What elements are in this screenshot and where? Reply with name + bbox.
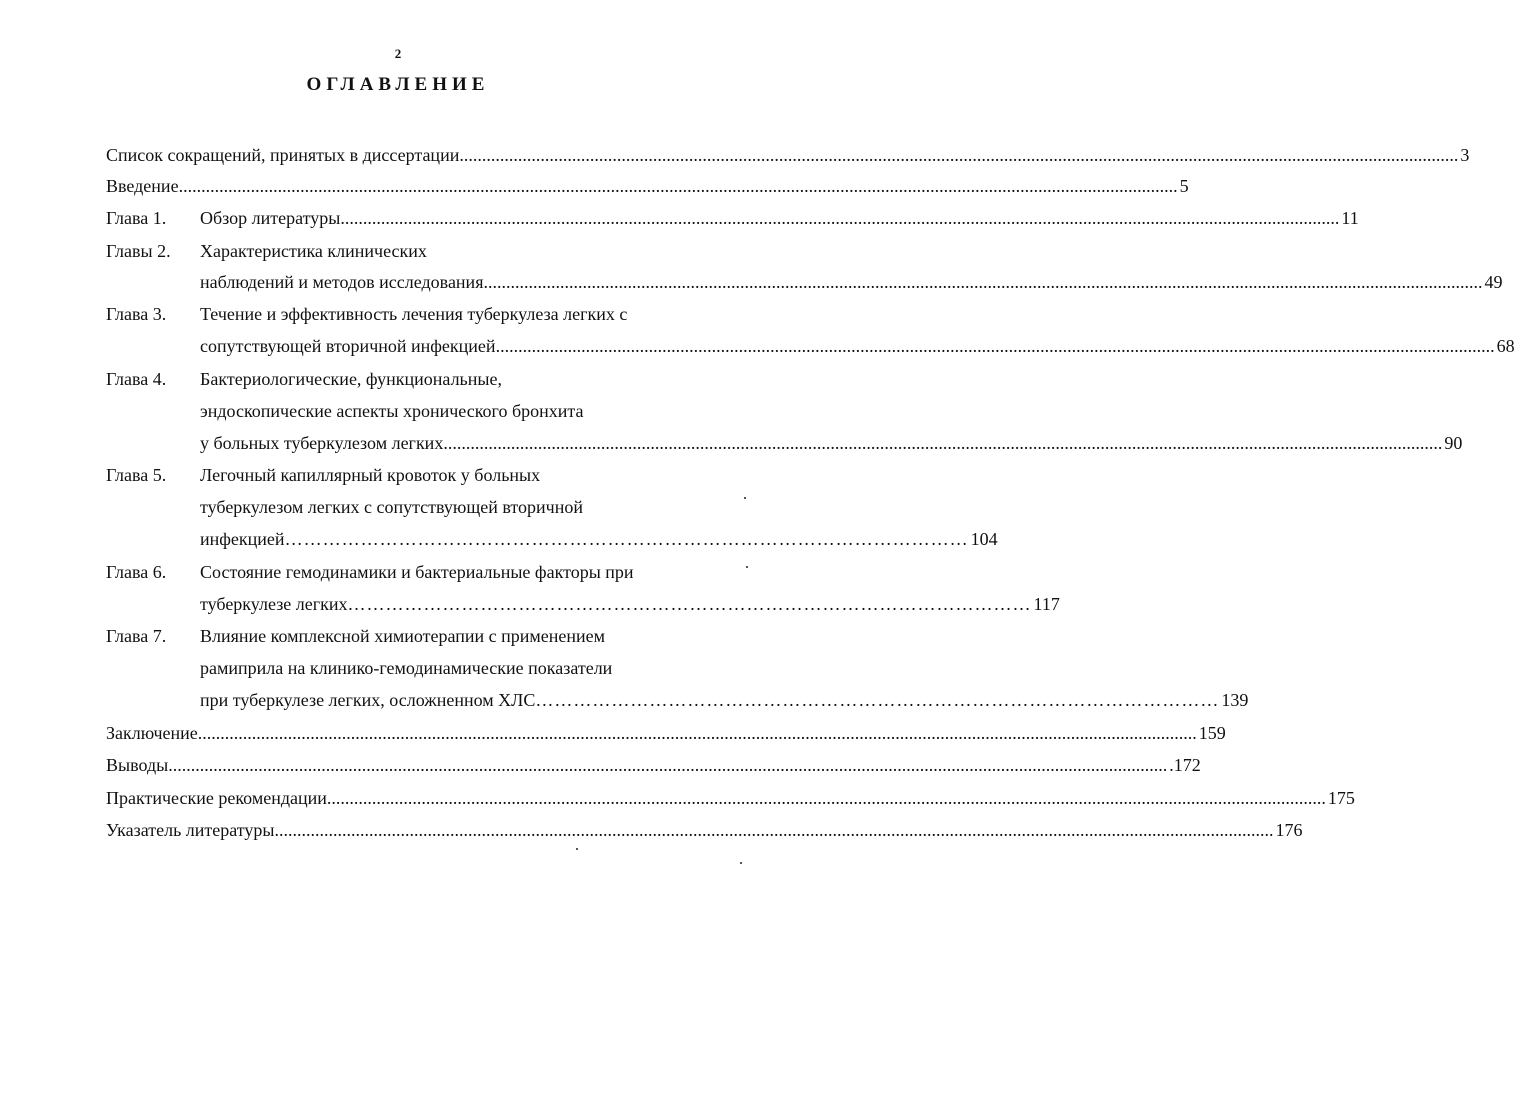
toc-page-number: 175 bbox=[1327, 788, 1355, 808]
toc-entry-findings[interactable] bbox=[0, 750, 1201, 780]
toc-page-number: 5 bbox=[1179, 176, 1189, 196]
toc-entry-chapter-7-cont bbox=[0, 653, 796, 683]
toc-entry-chapter-3[interactable] bbox=[0, 299, 796, 329]
toc-page-number: 117 bbox=[1033, 594, 1060, 614]
toc-page-number: 159 bbox=[1198, 723, 1226, 743]
toc-page-number: 104 bbox=[970, 529, 998, 549]
dot-leader: .............................................................................................................................................................................................................................. bbox=[178, 176, 1178, 196]
scan-speck bbox=[744, 497, 746, 499]
dot-leader: .............................................................................................................................................................................................................................. bbox=[197, 723, 1197, 743]
dot-leader: ……………………………………………………………………………………………… bbox=[284, 529, 969, 549]
dot-leader: .............................................................................................................................................................................................................................. bbox=[483, 272, 1483, 292]
scan-speck bbox=[746, 566, 748, 568]
toc-entry-chapter-2[interactable] bbox=[0, 236, 796, 266]
toc-entry-chapter-2-cont[interactable] bbox=[0, 267, 1503, 297]
toc-entry-text: Бактериологические, функциональные, bbox=[200, 369, 502, 389]
dot-leader: .............................................................................................................................................................................................................................. bbox=[443, 433, 1443, 453]
dot-leader: .............................................................................................................................................................................................................................. bbox=[495, 336, 1495, 356]
chapter-label: Глава 3. bbox=[106, 304, 167, 324]
toc-page-number: 139 bbox=[1221, 690, 1249, 710]
dot-leader: .............................................................................................................................................................................................................................. bbox=[459, 145, 1459, 165]
toc-page-number: 49 bbox=[1484, 272, 1503, 292]
toc-entry-text: Состояние гемодинамики и бактериальные факторы при bbox=[200, 562, 634, 582]
toc-page-number: .172 bbox=[1169, 755, 1201, 775]
toc-entry-text: Выводы bbox=[106, 755, 169, 775]
toc-entry-text: наблюдений и методов исследования bbox=[200, 272, 484, 292]
toc-entry-chapter-5-cont bbox=[0, 492, 796, 522]
scan-speck bbox=[740, 862, 742, 864]
toc-entry-chapter-7-cont2[interactable] bbox=[0, 685, 1249, 715]
toc-entry-chapter-5[interactable] bbox=[0, 460, 796, 490]
toc-entry-text: Указатель литературы bbox=[106, 820, 275, 840]
toc-page-number: 68 bbox=[1496, 336, 1515, 356]
toc-page-number: 11 bbox=[1341, 208, 1359, 228]
toc-entry-text: Заключение bbox=[106, 723, 198, 743]
dot-leader: ……………………………………………………………………………………………… bbox=[535, 690, 1220, 710]
page-number: 2 bbox=[394, 46, 402, 61]
toc-entry-text: Течение и эффективность лечения туберкулеза легких с bbox=[200, 304, 628, 324]
chapter-label: Глава 1. bbox=[106, 208, 167, 228]
dot-leader: .............................................................................................................................................................................................................................. bbox=[326, 788, 1326, 808]
chapter-label: Глава 6. bbox=[106, 562, 167, 582]
scan-speck bbox=[576, 848, 578, 850]
toc-page-number: 176 bbox=[1275, 820, 1303, 840]
toc-entry-text: Обзор литературы bbox=[200, 208, 341, 228]
toc-entry-text: рамиприла на клинико-гемодинамические показатели bbox=[200, 658, 613, 678]
toc-entry-chapter-4-cont2[interactable] bbox=[0, 428, 1463, 458]
toc-entry-chapter-4-cont bbox=[0, 396, 796, 426]
toc-entry-text: туберкулезе легких bbox=[200, 594, 348, 614]
chapter-label: Глава 5. bbox=[106, 465, 167, 485]
page-title: ОГЛАВЛЕНИЕ bbox=[306, 74, 490, 95]
toc-entry-text: при туберкулезе легких, осложненном ХЛС bbox=[200, 690, 536, 710]
dot-leader: .............................................................................................................................................................................................................................. bbox=[340, 208, 1340, 228]
toc-entry-text: у больных туберкулезом легких bbox=[200, 433, 444, 453]
toc-entry-text: туберкулезом легких с сопутствующей вторичной bbox=[200, 497, 583, 517]
dot-leader: ……………………………………………………………………………………………… bbox=[347, 594, 1032, 614]
toc-entry-chapter-6-cont[interactable] bbox=[0, 589, 1060, 619]
toc-entry-text: Список сокращений, принятых в диссертации bbox=[106, 145, 460, 165]
toc-entry-references[interactable] bbox=[0, 815, 1303, 845]
chapter-label: Глава 4. bbox=[106, 369, 167, 389]
toc-entry-recommendations[interactable] bbox=[0, 783, 1355, 813]
toc-entry-text: Практические рекомендации bbox=[106, 788, 327, 808]
toc-entry-text: эндоскопические аспекты хронического бронхита bbox=[200, 401, 584, 421]
toc-entry-chapter-6[interactable] bbox=[0, 557, 796, 587]
toc-entry-chapter-7[interactable] bbox=[0, 621, 796, 651]
chapter-label: Главы 2. bbox=[106, 241, 171, 261]
toc-entry-chapter-3-cont[interactable] bbox=[0, 331, 1515, 361]
dot-leader: .............................................................................................................................................................................................................................. bbox=[274, 820, 1274, 840]
toc-entry-abbreviations[interactable] bbox=[0, 140, 1470, 170]
toc-entry-chapter-4[interactable] bbox=[0, 364, 796, 394]
toc-entry-text: Введение bbox=[106, 176, 179, 196]
toc-page-number: 3 bbox=[1460, 145, 1470, 165]
toc-entry-chapter-5-cont2[interactable] bbox=[0, 524, 998, 554]
toc-entry-chapter-1[interactable] bbox=[0, 203, 1359, 233]
toc-entry-text: сопутствующей вторичной инфекцией bbox=[200, 336, 496, 356]
toc-entry-conclusion[interactable] bbox=[0, 718, 1226, 748]
toc-entry-text: инфекцией bbox=[200, 529, 285, 549]
dot-leader: .............................................................................................................................................................................................................................. bbox=[168, 755, 1168, 775]
toc-entry-text: Характеристика клинических bbox=[200, 241, 427, 261]
toc-entry-introduction[interactable] bbox=[0, 171, 1189, 201]
toc-entry-text: Легочный капиллярный кровоток у больных bbox=[200, 465, 541, 485]
chapter-label: Глава 7. bbox=[106, 626, 167, 646]
toc-entry-text: Влияние комплексной химиотерапии с применением bbox=[200, 626, 606, 646]
toc-page-number: 90 bbox=[1444, 433, 1463, 453]
